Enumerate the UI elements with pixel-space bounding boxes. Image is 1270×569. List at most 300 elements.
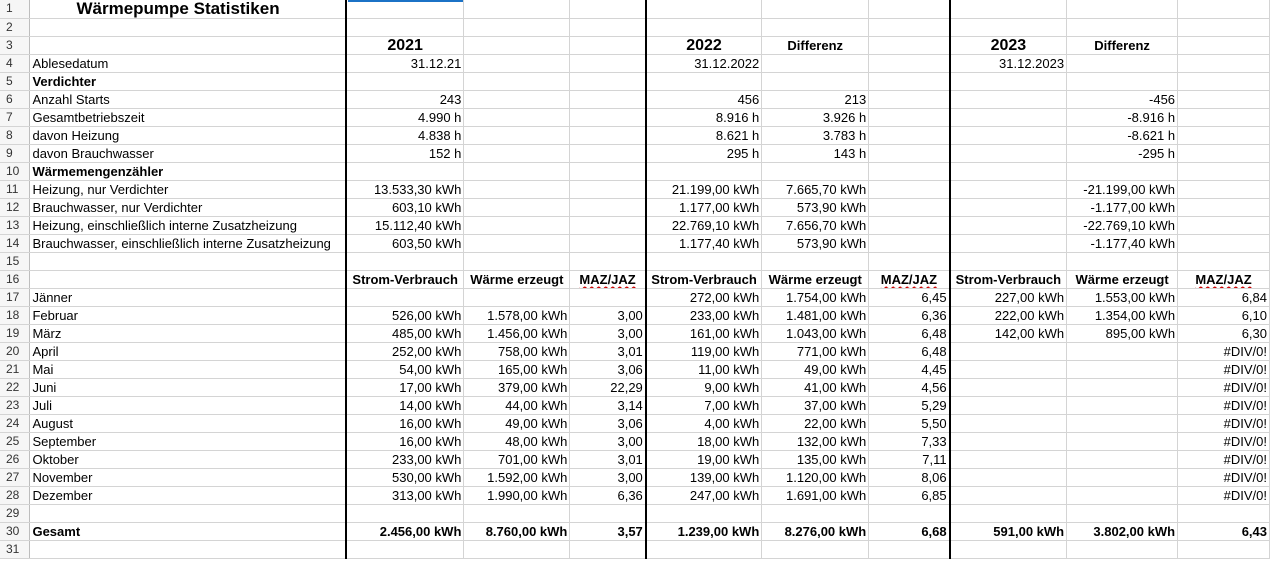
sheet-row[interactable]: [0, 108, 1270, 126]
row-header[interactable]: 7: [0, 108, 30, 126]
cell[interactable]: [762, 72, 869, 90]
cell[interactable]: [1178, 540, 1270, 558]
waerme-value[interactable]: 1.578,00 kWh: [464, 306, 570, 324]
cell[interactable]: [1178, 108, 1270, 126]
cell[interactable]: [464, 90, 570, 108]
cell[interactable]: [1178, 54, 1270, 72]
maz-jaz-value[interactable]: 7,11: [869, 450, 950, 468]
maz-jaz-value[interactable]: #DIV/0!: [1178, 396, 1270, 414]
waerme-value[interactable]: 1.120,00 kWh: [762, 468, 869, 486]
cell[interactable]: [346, 162, 464, 180]
sheet-row[interactable]: [0, 306, 1270, 324]
strom-value[interactable]: 2.456,00 kWh: [346, 522, 464, 540]
maz-jaz-value[interactable]: #DIV/0!: [1178, 486, 1270, 504]
maz-jaz-value[interactable]: 6,45: [869, 288, 950, 306]
strom-value[interactable]: 313,00 kWh: [346, 486, 464, 504]
waerme-value[interactable]: 49,00 kWh: [464, 414, 570, 432]
value-2021[interactable]: 13.533,30 kWh: [346, 180, 464, 198]
diff-2023[interactable]: -456: [1067, 90, 1178, 108]
waerme-value[interactable]: 758,00 kWh: [464, 342, 570, 360]
maz-jaz-value[interactable]: 6,48: [869, 324, 950, 342]
maz-jaz-value[interactable]: #DIV/0!: [1178, 432, 1270, 450]
row-label[interactable]: November: [30, 468, 346, 486]
cell[interactable]: [570, 234, 646, 252]
sheet-row[interactable]: [0, 0, 1270, 18]
value-2022[interactable]: 295 h: [646, 144, 762, 162]
cell[interactable]: [1178, 162, 1270, 180]
row-header[interactable]: 31: [0, 540, 30, 558]
column-header-maz[interactable]: MAZ/JAZ: [570, 270, 646, 288]
cell[interactable]: [950, 144, 1067, 162]
waerme-value[interactable]: [1067, 486, 1178, 504]
sheet-row[interactable]: [0, 504, 1270, 522]
row-header[interactable]: 9: [0, 144, 30, 162]
cell[interactable]: [1067, 504, 1178, 522]
strom-value[interactable]: 54,00 kWh: [346, 360, 464, 378]
cell[interactable]: [762, 0, 869, 18]
strom-value[interactable]: 222,00 kWh: [950, 306, 1067, 324]
cell[interactable]: [464, 54, 570, 72]
value-2022[interactable]: 456: [646, 90, 762, 108]
diff-2023[interactable]: -295 h: [1067, 144, 1178, 162]
sheet-row[interactable]: [0, 72, 1270, 90]
cell[interactable]: [464, 108, 570, 126]
strom-value[interactable]: 19,00 kWh: [646, 450, 762, 468]
row-label[interactable]: Ablesedatum: [30, 54, 346, 72]
strom-value[interactable]: 16,00 kWh: [346, 432, 464, 450]
cell[interactable]: [950, 216, 1067, 234]
date-2022[interactable]: 31.12.2022: [646, 54, 762, 72]
waerme-value[interactable]: [1067, 396, 1178, 414]
cell[interactable]: [950, 108, 1067, 126]
cell[interactable]: [30, 252, 346, 270]
maz-jaz-value[interactable]: 8,06: [869, 468, 950, 486]
cell[interactable]: [869, 162, 950, 180]
sheet-row[interactable]: [0, 180, 1270, 198]
waerme-value[interactable]: 895,00 kWh: [1067, 324, 1178, 342]
value-2021[interactable]: 4.990 h: [346, 108, 464, 126]
row-label[interactable]: Februar: [30, 306, 346, 324]
cell[interactable]: [346, 252, 464, 270]
diff-2022[interactable]: 7.656,70 kWh: [762, 216, 869, 234]
cell[interactable]: [570, 0, 646, 18]
cell[interactable]: [346, 0, 464, 18]
maz-jaz-value[interactable]: 6,30: [1178, 324, 1270, 342]
diff-2023-header[interactable]: Differenz: [1067, 36, 1178, 54]
cell[interactable]: [646, 540, 762, 558]
cell[interactable]: [464, 72, 570, 90]
maz-jaz-value[interactable]: #DIV/0!: [1178, 450, 1270, 468]
strom-value[interactable]: 4,00 kWh: [646, 414, 762, 432]
cell[interactable]: [869, 216, 950, 234]
diff-2023[interactable]: -8.916 h: [1067, 108, 1178, 126]
strom-value[interactable]: [950, 360, 1067, 378]
cell[interactable]: [762, 504, 869, 522]
sheet-row[interactable]: [0, 414, 1270, 432]
sheet-row[interactable]: [0, 342, 1270, 360]
cell[interactable]: [869, 252, 950, 270]
cell[interactable]: [464, 252, 570, 270]
strom-value[interactable]: 272,00 kWh: [646, 288, 762, 306]
cell[interactable]: [1178, 0, 1270, 18]
row-label[interactable]: Juni: [30, 378, 346, 396]
maz-jaz-value[interactable]: 22,29: [570, 378, 646, 396]
cell[interactable]: [950, 198, 1067, 216]
waerme-value[interactable]: [1067, 432, 1178, 450]
value-2021[interactable]: 4.838 h: [346, 126, 464, 144]
row-header[interactable]: 26: [0, 450, 30, 468]
row-header[interactable]: 12: [0, 198, 30, 216]
cell[interactable]: [1178, 144, 1270, 162]
cell[interactable]: [762, 162, 869, 180]
cell[interactable]: [869, 126, 950, 144]
maz-jaz-value[interactable]: #DIV/0!: [1178, 414, 1270, 432]
maz-jaz-value[interactable]: 3,00: [570, 324, 646, 342]
cell[interactable]: [869, 36, 950, 54]
cell[interactable]: [570, 108, 646, 126]
sheet-row[interactable]: [0, 468, 1270, 486]
cell[interactable]: [869, 234, 950, 252]
diff-2022[interactable]: 7.665,70 kWh: [762, 180, 869, 198]
cell[interactable]: [950, 180, 1067, 198]
cell[interactable]: [646, 0, 762, 18]
maz-jaz-value[interactable]: 6,68: [869, 522, 950, 540]
cell[interactable]: [570, 180, 646, 198]
diff-2023[interactable]: -21.199,00 kWh: [1067, 180, 1178, 198]
row-label[interactable]: April: [30, 342, 346, 360]
row-label[interactable]: Heizung, nur Verdichter: [30, 180, 346, 198]
maz-jaz-value[interactable]: 3,01: [570, 450, 646, 468]
cell[interactable]: [464, 0, 570, 18]
diff-2022[interactable]: 3.783 h: [762, 126, 869, 144]
cell[interactable]: [464, 216, 570, 234]
value-2022[interactable]: 21.199,00 kWh: [646, 180, 762, 198]
strom-value[interactable]: 530,00 kWh: [346, 468, 464, 486]
cell[interactable]: [1067, 72, 1178, 90]
cell[interactable]: [762, 540, 869, 558]
cell[interactable]: [646, 252, 762, 270]
column-header-strom[interactable]: Strom-Verbrauch: [346, 270, 464, 288]
maz-jaz-value[interactable]: 6,36: [869, 306, 950, 324]
row-header[interactable]: 2: [0, 18, 30, 36]
row-label[interactable]: September: [30, 432, 346, 450]
strom-value[interactable]: [950, 432, 1067, 450]
value-2022[interactable]: 1.177,40 kWh: [646, 234, 762, 252]
row-header[interactable]: 6: [0, 90, 30, 108]
maz-jaz-value[interactable]: 6,10: [1178, 306, 1270, 324]
column-header-waerme[interactable]: Wärme erzeugt: [1067, 270, 1178, 288]
cell[interactable]: [646, 18, 762, 36]
row-header[interactable]: 22: [0, 378, 30, 396]
column-header-maz[interactable]: MAZ/JAZ: [869, 270, 950, 288]
waerme-value[interactable]: 771,00 kWh: [762, 342, 869, 360]
maz-jaz-value[interactable]: #DIV/0!: [1178, 378, 1270, 396]
cell[interactable]: [1178, 234, 1270, 252]
maz-jaz-value[interactable]: 4,45: [869, 360, 950, 378]
cell[interactable]: [570, 216, 646, 234]
strom-value[interactable]: [950, 396, 1067, 414]
waerme-value[interactable]: 44,00 kWh: [464, 396, 570, 414]
row-header[interactable]: 3: [0, 36, 30, 54]
row-header[interactable]: 1: [0, 0, 30, 18]
strom-value[interactable]: 16,00 kWh: [346, 414, 464, 432]
strom-value[interactable]: 526,00 kWh: [346, 306, 464, 324]
strom-value[interactable]: 119,00 kWh: [646, 342, 762, 360]
strom-value[interactable]: 233,00 kWh: [646, 306, 762, 324]
sheet-row[interactable]: [0, 378, 1270, 396]
cell[interactable]: [869, 504, 950, 522]
cell[interactable]: [869, 18, 950, 36]
maz-jaz-value[interactable]: 6,43: [1178, 522, 1270, 540]
year-2023-header[interactable]: 2023: [950, 36, 1067, 54]
diff-2023[interactable]: -1.177,00 kWh: [1067, 198, 1178, 216]
strom-value[interactable]: 227,00 kWh: [950, 288, 1067, 306]
cell[interactable]: [570, 36, 646, 54]
sheet-row[interactable]: [0, 90, 1270, 108]
strom-value[interactable]: [950, 450, 1067, 468]
cell[interactable]: [570, 72, 646, 90]
waerme-value[interactable]: 3.802,00 kWh: [1067, 522, 1178, 540]
sheet-row[interactable]: [0, 252, 1270, 270]
row-header[interactable]: 19: [0, 324, 30, 342]
column-header-strom[interactable]: Strom-Verbrauch: [950, 270, 1067, 288]
cell[interactable]: [346, 540, 464, 558]
cell[interactable]: [570, 18, 646, 36]
sheet-row[interactable]: [0, 18, 1270, 36]
row-header[interactable]: 20: [0, 342, 30, 360]
cell[interactable]: [464, 540, 570, 558]
strom-value[interactable]: [950, 468, 1067, 486]
row-header[interactable]: 13: [0, 216, 30, 234]
cell[interactable]: [869, 198, 950, 216]
maz-jaz-value[interactable]: 7,33: [869, 432, 950, 450]
cell[interactable]: [1067, 252, 1178, 270]
maz-jaz-value[interactable]: 3,57: [570, 522, 646, 540]
row-header[interactable]: 28: [0, 486, 30, 504]
cell[interactable]: [1178, 18, 1270, 36]
row-label[interactable]: Verdichter: [30, 72, 346, 90]
cell[interactable]: [646, 72, 762, 90]
diff-2022[interactable]: 213: [762, 90, 869, 108]
column-header-waerme[interactable]: Wärme erzeugt: [762, 270, 869, 288]
waerme-value[interactable]: 48,00 kWh: [464, 432, 570, 450]
cell[interactable]: [30, 540, 346, 558]
cell[interactable]: [869, 0, 950, 18]
cell[interactable]: [464, 162, 570, 180]
sheet-row[interactable]: [0, 540, 1270, 558]
row-header[interactable]: 4: [0, 54, 30, 72]
value-2021[interactable]: 243: [346, 90, 464, 108]
diff-2022[interactable]: 143 h: [762, 144, 869, 162]
cell[interactable]: [1178, 90, 1270, 108]
row-label[interactable]: Heizung, einschließlich interne Zusatzheizung: [30, 216, 346, 234]
waerme-value[interactable]: [1067, 360, 1178, 378]
row-header[interactable]: 16: [0, 270, 30, 288]
cell[interactable]: [30, 18, 346, 36]
waerme-value[interactable]: 1.691,00 kWh: [762, 486, 869, 504]
cell[interactable]: [570, 90, 646, 108]
cell[interactable]: [570, 540, 646, 558]
diff-2022-header[interactable]: Differenz: [762, 36, 869, 54]
cell[interactable]: [570, 162, 646, 180]
row-header[interactable]: 23: [0, 396, 30, 414]
cell[interactable]: [1178, 36, 1270, 54]
year-2022-header[interactable]: 2022: [646, 36, 762, 54]
cell[interactable]: [30, 36, 346, 54]
cell[interactable]: [950, 0, 1067, 18]
maz-jaz-value[interactable]: 3,00: [570, 306, 646, 324]
maz-jaz-value[interactable]: 4,56: [869, 378, 950, 396]
waerme-value[interactable]: [1067, 414, 1178, 432]
cell[interactable]: [30, 504, 346, 522]
maz-jaz-value[interactable]: 6,84: [1178, 288, 1270, 306]
row-header[interactable]: 24: [0, 414, 30, 432]
diff-2022[interactable]: 573,90 kWh: [762, 198, 869, 216]
cell[interactable]: [570, 126, 646, 144]
cell[interactable]: [30, 270, 346, 288]
value-2021[interactable]: 152 h: [346, 144, 464, 162]
sheet-row[interactable]: [0, 432, 1270, 450]
cell[interactable]: [950, 540, 1067, 558]
waerme-value[interactable]: 1.553,00 kWh: [1067, 288, 1178, 306]
maz-jaz-value[interactable]: 6,48: [869, 342, 950, 360]
strom-value[interactable]: 591,00 kWh: [950, 522, 1067, 540]
strom-value[interactable]: 485,00 kWh: [346, 324, 464, 342]
cell[interactable]: [1178, 504, 1270, 522]
row-label[interactable]: Gesamt: [30, 522, 346, 540]
row-label[interactable]: Brauchwasser, einschließlich interne Zusatzheizung: [30, 234, 346, 252]
value-2022[interactable]: 8.916 h: [646, 108, 762, 126]
cell[interactable]: [1067, 540, 1178, 558]
sheet-row[interactable]: [0, 198, 1270, 216]
cell[interactable]: [1067, 54, 1178, 72]
cell[interactable]: [1067, 18, 1178, 36]
value-2022[interactable]: 1.177,00 kWh: [646, 198, 762, 216]
cell[interactable]: [950, 234, 1067, 252]
sheet-row[interactable]: [0, 216, 1270, 234]
sheet-row[interactable]: [0, 126, 1270, 144]
row-label[interactable]: Jänner: [30, 288, 346, 306]
strom-value[interactable]: 11,00 kWh: [646, 360, 762, 378]
row-header[interactable]: 18: [0, 306, 30, 324]
maz-jaz-value[interactable]: 3,00: [570, 432, 646, 450]
cell[interactable]: [869, 180, 950, 198]
strom-value[interactable]: 161,00 kWh: [646, 324, 762, 342]
sheet-row[interactable]: [0, 450, 1270, 468]
date-2023[interactable]: 31.12.2023: [950, 54, 1067, 72]
cell[interactable]: [1178, 252, 1270, 270]
waerme-value[interactable]: 1.481,00 kWh: [762, 306, 869, 324]
waerme-value[interactable]: 37,00 kWh: [762, 396, 869, 414]
row-label[interactable]: Anzahl Starts: [30, 90, 346, 108]
row-label[interactable]: Dezember: [30, 486, 346, 504]
cell[interactable]: [464, 36, 570, 54]
cell[interactable]: [869, 108, 950, 126]
column-header-strom[interactable]: Strom-Verbrauch: [646, 270, 762, 288]
value-2022[interactable]: 22.769,10 kWh: [646, 216, 762, 234]
waerme-value[interactable]: [1067, 342, 1178, 360]
row-label[interactable]: Brauchwasser, nur Verdichter: [30, 198, 346, 216]
date-2021[interactable]: 31.12.21: [346, 54, 464, 72]
cell[interactable]: [464, 504, 570, 522]
waerme-value[interactable]: 165,00 kWh: [464, 360, 570, 378]
cell[interactable]: [950, 504, 1067, 522]
maz-jaz-value[interactable]: 3,06: [570, 360, 646, 378]
cell[interactable]: [1067, 162, 1178, 180]
waerme-value[interactable]: 22,00 kWh: [762, 414, 869, 432]
value-2021[interactable]: 603,10 kWh: [346, 198, 464, 216]
waerme-value[interactable]: [1067, 378, 1178, 396]
row-header[interactable]: 17: [0, 288, 30, 306]
cell[interactable]: [346, 72, 464, 90]
cell[interactable]: [1178, 216, 1270, 234]
cell[interactable]: [570, 504, 646, 522]
row-label[interactable]: Juli: [30, 396, 346, 414]
value-2021[interactable]: 15.112,40 kWh: [346, 216, 464, 234]
sheet-row[interactable]: [0, 288, 1270, 306]
cell[interactable]: [1178, 180, 1270, 198]
strom-value[interactable]: 7,00 kWh: [646, 396, 762, 414]
sheet-row[interactable]: [0, 162, 1270, 180]
cell[interactable]: [762, 252, 869, 270]
waerme-value[interactable]: 379,00 kWh: [464, 378, 570, 396]
row-label[interactable]: Wärmemengenzähler: [30, 162, 346, 180]
waerme-value[interactable]: 8.760,00 kWh: [464, 522, 570, 540]
sheet-row[interactable]: [0, 486, 1270, 504]
maz-jaz-value[interactable]: 5,50: [869, 414, 950, 432]
sheet-row[interactable]: [0, 36, 1270, 54]
diff-2023[interactable]: -1.177,40 kWh: [1067, 234, 1178, 252]
cell[interactable]: [570, 198, 646, 216]
waerme-value[interactable]: [1067, 450, 1178, 468]
row-label[interactable]: davon Heizung: [30, 126, 346, 144]
maz-jaz-value[interactable]: 3,00: [570, 468, 646, 486]
cell[interactable]: [950, 126, 1067, 144]
waerme-value[interactable]: 1.990,00 kWh: [464, 486, 570, 504]
maz-jaz-value[interactable]: 3,01: [570, 342, 646, 360]
waerme-value[interactable]: [464, 288, 570, 306]
cell[interactable]: [869, 72, 950, 90]
strom-value[interactable]: 14,00 kWh: [346, 396, 464, 414]
waerme-value[interactable]: 135,00 kWh: [762, 450, 869, 468]
row-header[interactable]: 25: [0, 432, 30, 450]
column-header-maz[interactable]: MAZ/JAZ: [1178, 270, 1270, 288]
cell[interactable]: [646, 504, 762, 522]
row-header[interactable]: 21: [0, 360, 30, 378]
page-title[interactable]: Wärmepumpe Statistiken: [30, 0, 346, 18]
cell[interactable]: [346, 504, 464, 522]
row-label[interactable]: davon Brauchwasser: [30, 144, 346, 162]
strom-value[interactable]: [950, 414, 1067, 432]
diff-2022[interactable]: 573,90 kWh: [762, 234, 869, 252]
cell[interactable]: [762, 18, 869, 36]
maz-jaz-value[interactable]: #DIV/0!: [1178, 360, 1270, 378]
maz-jaz-value[interactable]: 3,06: [570, 414, 646, 432]
row-label[interactable]: Gesamtbetriebszeit: [30, 108, 346, 126]
row-header[interactable]: 27: [0, 468, 30, 486]
sheet-row[interactable]: [0, 144, 1270, 162]
year-2021-header[interactable]: 2021: [346, 36, 464, 54]
strom-value[interactable]: 139,00 kWh: [646, 468, 762, 486]
cell[interactable]: [950, 162, 1067, 180]
sheet-row[interactable]: [0, 360, 1270, 378]
cell[interactable]: [1178, 126, 1270, 144]
waerme-value[interactable]: 1.043,00 kWh: [762, 324, 869, 342]
row-header[interactable]: 8: [0, 126, 30, 144]
diff-2023[interactable]: -22.769,10 kWh: [1067, 216, 1178, 234]
cell[interactable]: [464, 126, 570, 144]
row-header[interactable]: 29: [0, 504, 30, 522]
